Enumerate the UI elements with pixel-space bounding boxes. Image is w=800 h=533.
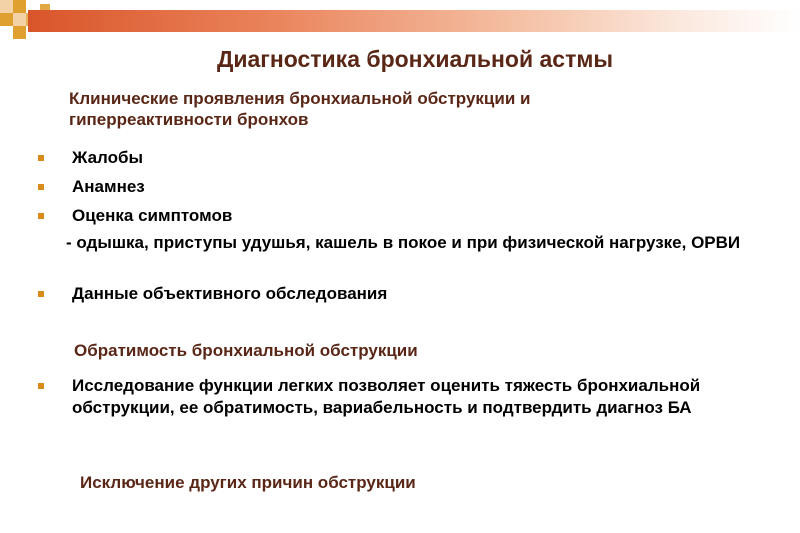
bullet-square-icon <box>38 213 44 219</box>
list-item-label: Данные объективного обследования <box>72 284 388 303</box>
list-item <box>38 283 387 305</box>
section-heading-exclusion: Исключение других причин обструкции <box>80 473 416 492</box>
decorative-square <box>13 26 26 39</box>
list-item-label: Жалобы <box>72 148 144 167</box>
bullet-square-icon <box>38 383 44 389</box>
clinical-list <box>38 147 232 234</box>
list-item-label: Оценка симптомов <box>72 206 233 225</box>
bullet-square-icon <box>38 291 44 297</box>
decorative-square <box>0 13 13 26</box>
section-heading-reversibility: Обратимость бронхиальной обструкции <box>74 341 418 360</box>
reversibility-list <box>38 375 718 419</box>
list-item <box>38 176 232 198</box>
list-item-label: Исследование функции легких позволяет оценить тяжесть бронхиальной обструкции, ее обратимость, вариабельность и подтвердить диагноз БА <box>72 376 701 417</box>
decorative-square <box>13 13 26 26</box>
list-item <box>38 375 718 419</box>
header-gradient-bar <box>28 10 800 32</box>
symptoms-detail: - одышка, приступы удушья, кашель в покое и при физической нагрузке, ОРВИ <box>66 233 741 252</box>
decorative-square <box>0 0 13 13</box>
section-heading-clinical: Клинические проявления бронхиальной обструкции и гиперреактивности бронхов <box>69 89 531 129</box>
bullet-square-icon <box>38 155 44 161</box>
list-item-label: Анамнез <box>72 177 145 196</box>
list-item <box>38 205 232 227</box>
decorative-square <box>13 0 26 13</box>
bullet-square-icon <box>38 184 44 190</box>
list-item <box>38 147 232 169</box>
page-title: Диагностика бронхиальной астмы <box>216 46 614 72</box>
objective-list <box>38 283 387 305</box>
